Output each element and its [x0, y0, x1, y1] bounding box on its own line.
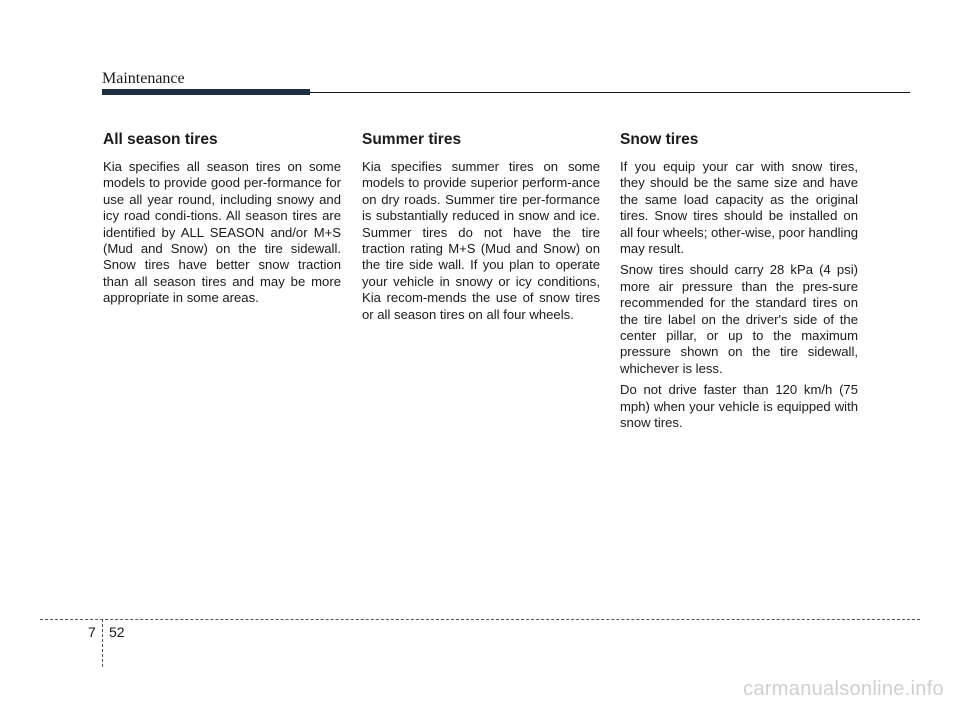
section-paragraph: Snow tires should carry 28 kPa (4 psi) more air pressure than the pres-sure recommended for the standard tires on the tire label on the driver's side of the center pillar, or up to the maximum pressure shown on the tire sidewall, whichever is less.: [620, 262, 858, 376]
section-heading: Snow tires: [620, 131, 699, 148]
section-snow-tires: [620, 131, 858, 437]
chapter-number: 7: [88, 624, 96, 640]
section-paragraph: Kia specifies summer tires on some models to provide superior perform-ance on dry roads. Summer tire per-formance is substantially reduced in snow and ice. Summer tires do not have the tire traction rating M+S (Mud and Snow) on the tire side wall. If you plan to operate your vehicle in snowy or icy conditions, Kia recom-mends the use of snow tires or all season tires on all four wheels.: [362, 159, 600, 322]
section-paragraph: If you equip your car with snow tires, they should be the same size and have the same load capacity as the original tires. Snow tires should be installed on all four wheels; other-wise, poor handling may result.: [620, 159, 859, 257]
section-all-season-tires: [103, 131, 341, 312]
section-heading: Summer tires: [362, 131, 462, 148]
section-paragraph: Kia specifies all season tires on some models to provide good per-formance for use all year round, including snowy and icy road condi-tions. All season tires are identified by ALL SEASON and/or M+S (Mud and Snow) on the tire sidewall. Snow tires have better snow traction than all season tires and may be more appropriate in some areas.: [103, 159, 341, 306]
footer-rule: [40, 619, 920, 620]
page-number: 52: [109, 624, 125, 640]
footer-divider: [102, 619, 103, 667]
section-paragraph: Do not drive faster than 120 km/h (75 mph) when your vehicle is equipped with snow tires.: [620, 382, 858, 431]
section-heading: All season tires: [103, 131, 218, 148]
header-rule-accent: [102, 89, 310, 95]
section-summer-tires: [362, 131, 600, 328]
header-title: Maintenance: [102, 70, 185, 87]
watermark: carmanualsonline.info: [743, 678, 944, 700]
